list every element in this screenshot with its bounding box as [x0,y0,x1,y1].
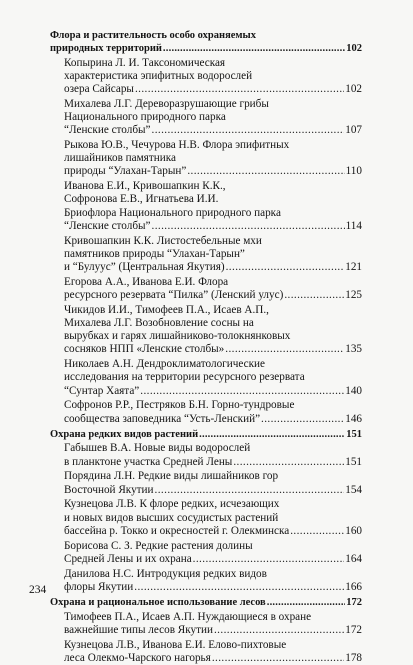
entry-last-line [64,581,362,594]
entry-text-line: и новых видов высших сосудистых растений [64,511,279,524]
entry-text-line: лишайников памятника [64,152,176,165]
entry-text-line: Михалева Л.Г. Дереворазрушающие грибы [64,97,269,110]
dot-leader [226,261,345,274]
entry-text-line: Средней Лены и их охрана [64,552,192,565]
dot-leader [152,124,345,137]
toc-section-rare-plants [50,428,362,594]
entry-text-line: флоры Якутии [64,580,134,593]
entry-text-line: Николаев А.Н. Дендроклиматологические [64,358,265,371]
entry-last-line [64,624,362,637]
entry-page-number: 102 [345,83,362,95]
section-heading-text: Охрана редких видов растений [50,428,199,440]
entry-text-line: Рыкова Ю.В., Чечурова Н.В. Флора эпифитных [64,139,290,151]
dot-leader [267,596,346,609]
toc-entry [64,498,362,538]
entry-text-line: Борисова С. З. Редкие растения долины [64,539,253,552]
toc-entry [64,470,362,496]
entry-page-number: 125 [345,289,362,302]
entry-page-number: 146 [345,412,362,425]
dot-leader [134,581,344,594]
dot-leader [284,289,344,302]
entry-list [50,442,362,594]
entry-last-line [64,220,362,233]
entry-page-number: 154 [345,483,362,496]
dot-leader [193,553,345,566]
toc-entry [64,139,362,179]
entry-last-line [64,165,362,178]
dot-leader [163,42,345,55]
entry-page-number: 172 [345,623,362,636]
section-heading-text: Охрана и рациональное использование лесов [50,597,266,609]
toc-entry [64,568,362,594]
dot-leader [290,525,344,538]
toc-entry [64,611,362,637]
entry-text-line: важнейшие типы лесов Якутии [64,623,213,636]
section-heading: Флора и растительность особо охраняемых [50,30,257,41]
toc-section-forests [50,596,362,665]
toc-section-flora [50,29,362,426]
entry-text-line: леса Олекмо-Чарского нагорья [64,651,211,664]
toc-entry [64,57,362,97]
entry-text-line: Кузнецова Л.В. К флоре редких, исчезающих [64,498,280,511]
entry-text-line: сосняков НПП «Ленские столбы» [64,343,225,356]
entry-last-line [64,484,362,497]
entry-text-line: Софронов Р.Р., Пестряков Б.Н. Горно-тундровые [64,399,295,412]
entry-last-line [64,652,362,665]
page-number: 234 [29,584,47,596]
entry-text-line: вырубках и гарях лишайниково-толокнянковых [64,330,291,343]
entry-text-line: Данилова Н.С. Интродукция редких видов [64,567,267,580]
toc-entry [64,276,362,302]
dot-leader [199,428,345,441]
toc-entry [64,540,362,566]
entry-list [50,611,362,665]
entry-text-line: Порядина Л.Н. Редкие виды лишайников гор [64,470,279,483]
entry-text-line: сообщества заповедника “Усть-Ленский” [64,412,261,425]
dot-leader [261,413,344,426]
entry-last-line [64,83,362,96]
entry-page-number: 164 [345,552,362,565]
entry-page-number: 160 [345,524,362,537]
section-heading-text: природных территорий [50,43,162,54]
entry-text-line: “Сунтар Хаята” [64,384,140,397]
dot-leader [233,456,344,469]
toc-entry [64,358,362,398]
entry-text-line: Восточной Якутии [64,483,154,496]
dot-leader [187,165,344,178]
entry-text-line: Копырина Л. И. Таксономическая [64,56,226,69]
entry-text-line: Чикидов И.И., Тимофеев П.А., Исаев А.П., [64,303,269,316]
toc-entry [64,180,362,233]
entry-last-line [64,456,362,469]
entry-page-number: 178 [345,651,362,664]
dot-leader [152,220,345,233]
toc-entry [64,304,362,357]
entry-text-line: Кузнецова Л.В., Иванова Е.И. Елово-пихтовые [64,638,287,651]
dot-leader [214,624,344,637]
entry-text-line: Кривошапкин К.К. Листостебельные мхи [64,234,262,247]
table-of-contents [50,29,362,665]
section-page-number: 151 [346,428,362,440]
entry-page-number: 110 [345,165,362,178]
entry-text-line: характеристика эпифитных водорослей [64,69,253,82]
entry-last-line [64,289,362,302]
toc-entry [64,98,362,138]
section-heading-last-line [50,596,362,609]
entry-text-line: Бриофлора Национального природного парка [64,206,281,219]
entry-text-line: Габышев В.А. Новые виды водорослей [64,442,251,455]
toc-entry [64,442,362,468]
entry-text-line: Иванова Е.И., Кривошапкин К.К., [64,180,226,193]
entry-text-line: бассейна р. Токко и окресностей г. Олекминска [64,524,290,537]
toc-entry [64,639,362,665]
entry-page-number: 166 [345,580,362,593]
section-heading-last-line [50,428,362,441]
dot-leader [225,343,344,356]
dot-leader [135,83,344,96]
toc-entry [64,235,362,275]
entry-page-number: 114 [345,219,362,232]
entry-last-line [64,553,362,566]
entry-text-line: ресурсного резервата “Пилка” (Ленский улус) [64,289,284,302]
entry-last-line [64,124,362,137]
entry-text-line: и “Булуус” (Центральная Якутия) [64,261,225,274]
entry-text-line: “Ленские столбы” [64,124,151,137]
entry-text-line: Софронова Е.В., Игнатьева И.И. [64,193,219,206]
entry-last-line [64,385,362,398]
entry-text-line: исследования на территории ресурсного резервата [64,371,305,384]
section-page-number: 102 [346,43,362,54]
dot-leader [155,484,345,497]
dot-leader [140,385,344,398]
entry-last-line [64,413,362,426]
entry-text-line: “Ленские столбы” [64,219,151,232]
entry-text-line: Национального природного парка [64,111,226,123]
entry-text-line: Михалева Л.Г. Возобновление сосны на [64,317,254,330]
entry-page-number: 107 [345,124,362,137]
entry-text-line: озера Сайсары [64,83,134,95]
entry-text-line: памятников природы “Улахан-Тарын” [64,247,245,260]
section-heading-last-line [50,42,362,55]
entry-list [50,57,362,426]
dot-leader [212,652,344,665]
entry-last-line [64,343,362,356]
section-page-number: 172 [346,597,362,609]
entry-text-line: Егорова А.А., Иванова Е.И. Флора [64,275,229,288]
entry-last-line [64,261,362,274]
entry-text-line: Тимофеев П.А., Исаев А.П. Нуждающиеся в охране [64,610,312,623]
entry-last-line [64,525,362,538]
entry-text-line: природы “Улахан-Тарын” [64,165,187,178]
entry-text-line: в планктоне участка Средней Лены [64,455,233,468]
entry-page-number: 135 [345,343,362,356]
toc-entry [64,399,362,425]
entry-page-number: 140 [345,384,362,397]
entry-page-number: 151 [345,455,362,468]
entry-page-number: 121 [345,261,362,274]
